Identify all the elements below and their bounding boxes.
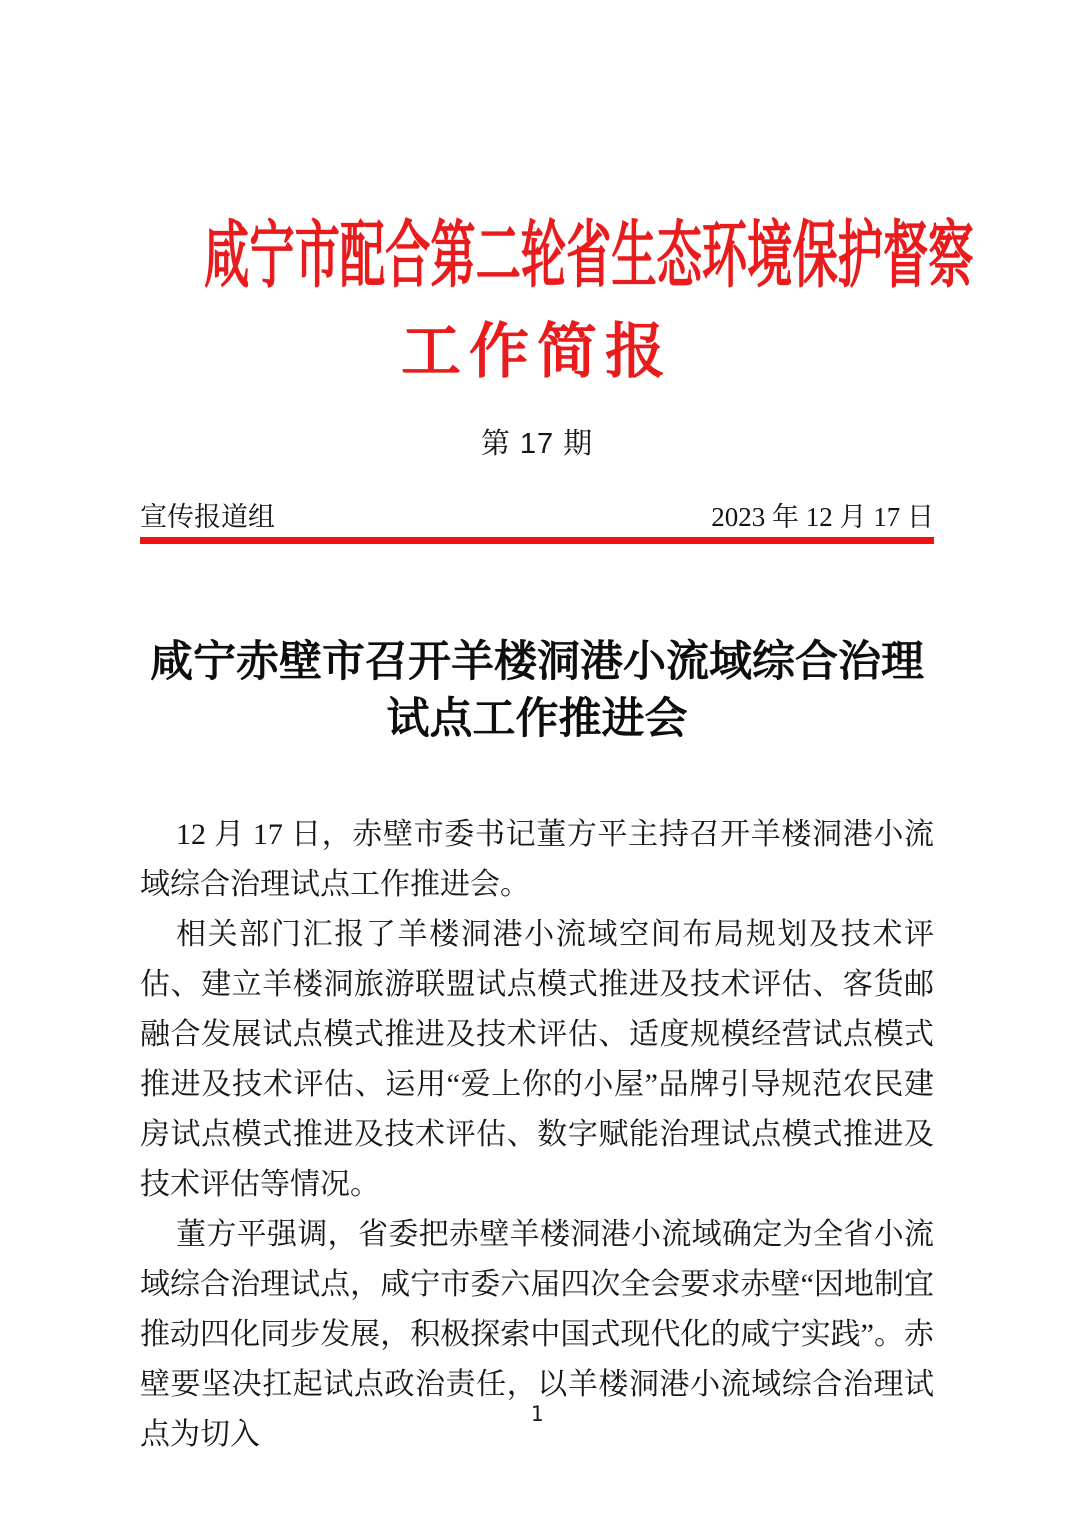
article	[140, 634, 934, 1460]
article-paragraph: 董方平强调，省委把赤壁羊楼洞港小流域确定为全省小流域综合治理试点，咸宁市委六届四次全会要求赤壁“因地制宜推动四化同步发展，积极探索中国式现代化的咸宁实践”。赤壁要坚决扛起试点政治责任，以羊楼洞港小流域综合治理试点为切入	[140, 1218, 934, 1451]
issue-number: 第 17 期	[480, 428, 594, 460]
masthead-divider-rule	[140, 537, 934, 544]
article-title-line2: 试点工作推进会	[386, 696, 688, 743]
article-paragraph: 12 月 17 日，赤壁市委书记董方平主持召开羊楼洞港小流域综合治理试点工作推进会。	[140, 818, 934, 901]
article-title-line1: 咸宁赤壁市召开羊楼洞港小流域综合治理	[150, 639, 924, 686]
masthead-subtitle: 工作简报	[401, 319, 673, 385]
masthead-title: 咸宁市配合第二轮省生态环境保护督察	[204, 215, 974, 296]
article-body	[140, 810, 934, 1460]
masthead	[0, 0, 1074, 544]
page-footer	[0, 1402, 1074, 1426]
page-number: 1	[530, 1402, 544, 1426]
issuing-group-label: 宣传报道组	[140, 502, 275, 532]
masthead-info-row	[140, 501, 934, 533]
issue-date: 2023 年 12 月 17 日	[711, 502, 934, 532]
article-paragraph: 相关部门汇报了羊楼洞港小流域空间布局规划及技术评估、建立羊楼洞旅游联盟试点模式推进及技术评估、客货邮融合发展试点模式推进及技术评估、适度规模经营试点模式推进及技术评估、运用“爱上你的小屋”品牌引导规范农民建房试点模式推进及技术评估、数字赋能治理试点模式推进及技术评估等情况。	[140, 918, 934, 1201]
article-title	[140, 634, 934, 748]
